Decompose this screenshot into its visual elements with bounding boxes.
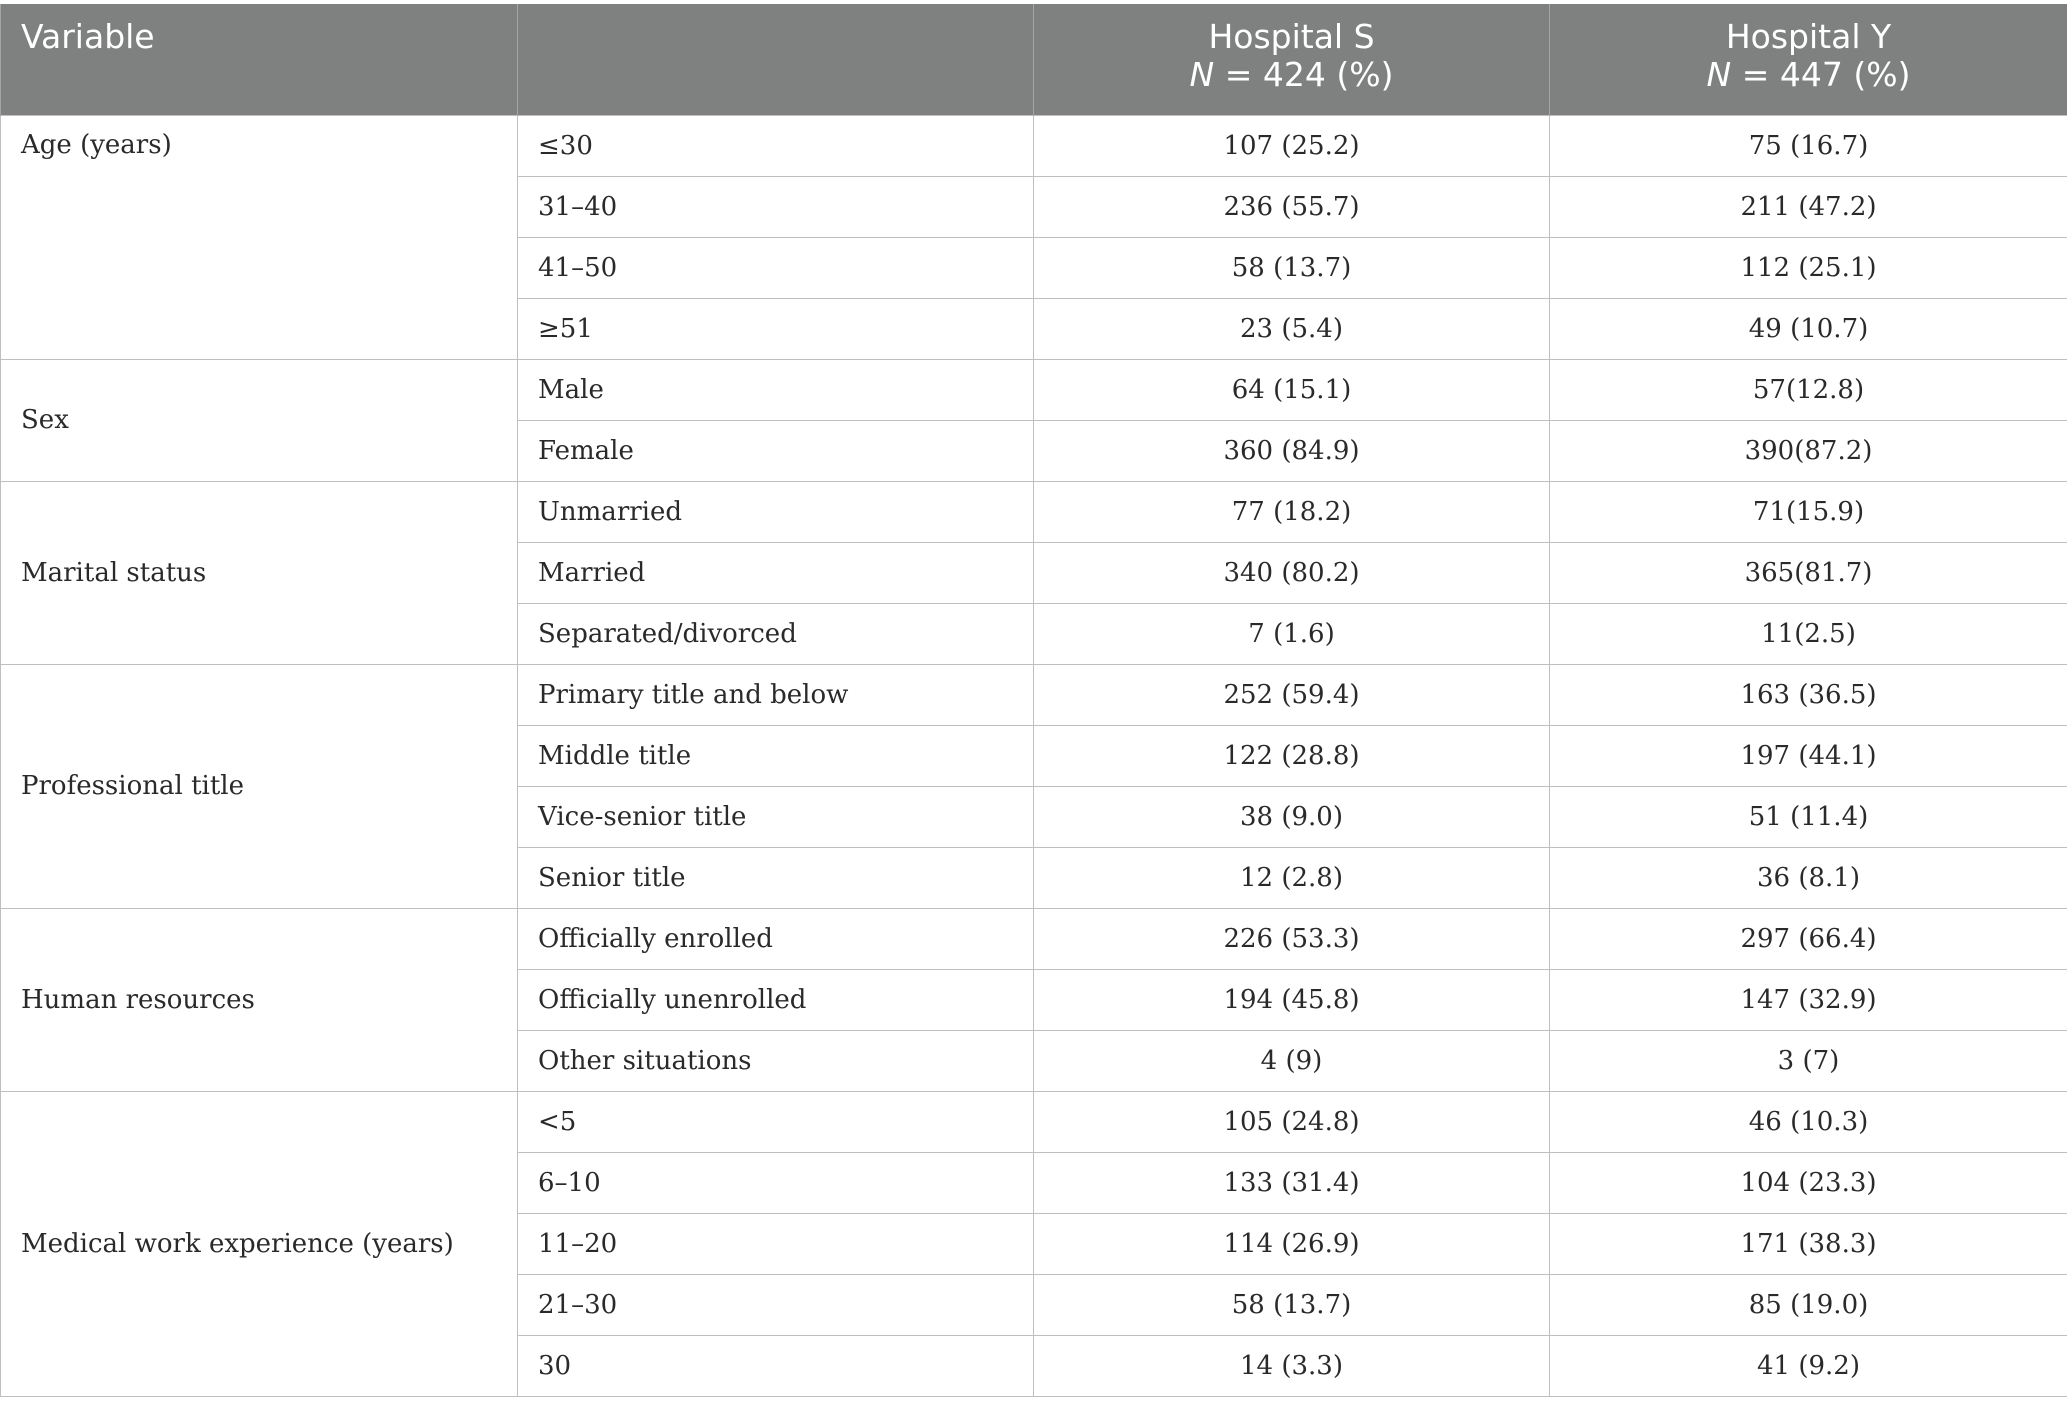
hospital-y-value: 57(12.8): [1550, 359, 2067, 420]
hospital-s-n-value: = 424 (%): [1214, 55, 1394, 94]
table-row: [1, 115, 2067, 176]
hospital-s-value: 64 (15.1): [1034, 359, 1550, 420]
hospital-s-value: 252 (59.4): [1034, 664, 1550, 725]
hospital-s-value: 236 (55.7): [1034, 176, 1550, 237]
hospital-y-value: 75 (16.7): [1550, 115, 2067, 176]
hospital-y-value: 390(87.2): [1550, 420, 2067, 481]
hospital-s-value: 12 (2.8): [1034, 847, 1550, 908]
category-cell: ≥51: [518, 298, 1034, 359]
hospital-s-value: 14 (3.3): [1034, 1335, 1550, 1396]
category-cell: Middle title: [518, 725, 1034, 786]
table-row: [1, 1091, 2067, 1152]
hospital-s-value: 77 (18.2): [1034, 481, 1550, 542]
hospital-y-n-label: N: [1706, 55, 1732, 94]
category-cell: 30: [518, 1335, 1034, 1396]
demographics-table: [0, 4, 2067, 1397]
hospital-s-n-label: N: [1189, 55, 1215, 94]
variable-cell: Age (years): [1, 115, 518, 359]
hospital-y-value: 104 (23.3): [1550, 1152, 2067, 1213]
hospital-s-value: 122 (28.8): [1034, 725, 1550, 786]
table-row: [1, 664, 2067, 725]
hospital-y-value: 3 (7): [1550, 1030, 2067, 1091]
table-row: [1, 481, 2067, 542]
hospital-s-value: 340 (80.2): [1034, 542, 1550, 603]
hospital-s-n: [1054, 56, 1529, 94]
table-row: [1, 908, 2067, 969]
hospital-y-value: 365(81.7): [1550, 542, 2067, 603]
hospital-y-value: 71(15.9): [1550, 481, 2067, 542]
header-row: [1, 4, 2067, 115]
category-cell: ≤30: [518, 115, 1034, 176]
header-hospital-s: [1034, 4, 1550, 115]
hospital-s-value: 7 (1.6): [1034, 603, 1550, 664]
category-cell: Male: [518, 359, 1034, 420]
category-cell: Officially unenrolled: [518, 969, 1034, 1030]
hospital-y-value: 163 (36.5): [1550, 664, 2067, 725]
category-cell: 21–30: [518, 1274, 1034, 1335]
hospital-y-value: 85 (19.0): [1550, 1274, 2067, 1335]
hospital-y-value: 36 (8.1): [1550, 847, 2067, 908]
variable-cell: Human resources: [1, 908, 518, 1091]
header-category: [518, 4, 1034, 115]
category-cell: 31–40: [518, 176, 1034, 237]
hospital-s-value: 133 (31.4): [1034, 1152, 1550, 1213]
hospital-y-value: 171 (38.3): [1550, 1213, 2067, 1274]
hospital-s-value: 226 (53.3): [1034, 908, 1550, 969]
hospital-y-value: 51 (11.4): [1550, 786, 2067, 847]
category-cell: Senior title: [518, 847, 1034, 908]
category-cell: Separated/divorced: [518, 603, 1034, 664]
hospital-s-name: Hospital S: [1208, 17, 1375, 56]
hospital-s-value: 107 (25.2): [1034, 115, 1550, 176]
hospital-s-value: 105 (24.8): [1034, 1091, 1550, 1152]
hospital-y-value: 112 (25.1): [1550, 237, 2067, 298]
hospital-y-value: 46 (10.3): [1550, 1091, 2067, 1152]
hospital-y-value: 197 (44.1): [1550, 725, 2067, 786]
hospital-s-value: 4 (9): [1034, 1030, 1550, 1091]
hospital-s-value: 360 (84.9): [1034, 420, 1550, 481]
hospital-y-value: 11(2.5): [1550, 603, 2067, 664]
table-header: [1, 4, 2067, 115]
hospital-y-value: 297 (66.4): [1550, 908, 2067, 969]
category-cell: Other situations: [518, 1030, 1034, 1091]
table-body: [1, 115, 2067, 1396]
variable-cell: Sex: [1, 359, 518, 481]
category-cell: Primary title and below: [518, 664, 1034, 725]
category-cell: Vice-senior title: [518, 786, 1034, 847]
hospital-s-value: 194 (45.8): [1034, 969, 1550, 1030]
hospital-y-n-value: = 447 (%): [1731, 55, 1911, 94]
variable-cell: Professional title: [1, 664, 518, 908]
category-cell: 11–20: [518, 1213, 1034, 1274]
header-variable: Variable: [1, 4, 518, 115]
hospital-s-value: 114 (26.9): [1034, 1213, 1550, 1274]
category-cell: Officially enrolled: [518, 908, 1034, 969]
hospital-y-value: 211 (47.2): [1550, 176, 2067, 237]
category-cell: Married: [518, 542, 1034, 603]
hospital-y-value: 147 (32.9): [1550, 969, 2067, 1030]
variable-cell: Medical work experience (years): [1, 1091, 518, 1396]
header-hospital-y: [1550, 4, 2067, 115]
category-cell: Female: [518, 420, 1034, 481]
hospital-y-name: Hospital Y: [1725, 17, 1892, 56]
hospital-s-value: 23 (5.4): [1034, 298, 1550, 359]
category-cell: Unmarried: [518, 481, 1034, 542]
table-row: [1, 359, 2067, 420]
category-cell: 6–10: [518, 1152, 1034, 1213]
hospital-s-value: 38 (9.0): [1034, 786, 1550, 847]
category-cell: 41–50: [518, 237, 1034, 298]
hospital-y-value: 41 (9.2): [1550, 1335, 2067, 1396]
hospital-y-n: [1570, 56, 2047, 94]
variable-cell: Marital status: [1, 481, 518, 664]
hospital-s-value: 58 (13.7): [1034, 237, 1550, 298]
hospital-y-value: 49 (10.7): [1550, 298, 2067, 359]
hospital-s-value: 58 (13.7): [1034, 1274, 1550, 1335]
category-cell: <5: [518, 1091, 1034, 1152]
